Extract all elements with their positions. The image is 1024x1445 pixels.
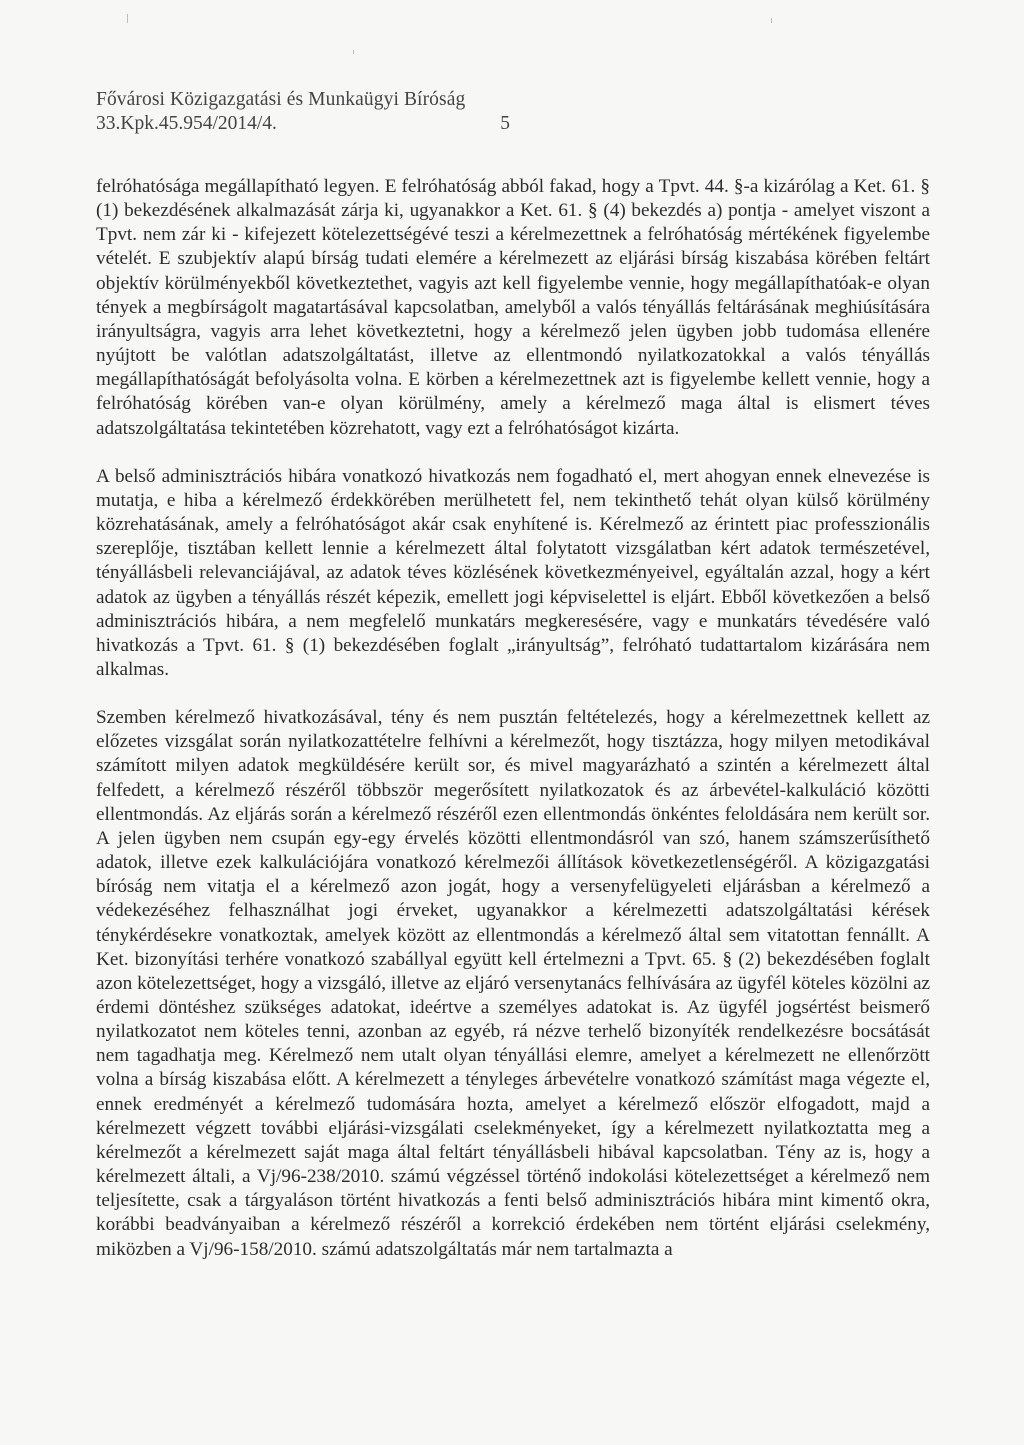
header-reference-line [96,112,510,136]
page-number: 5 [500,113,510,134]
document-body [96,175,930,1262]
paragraph: A belső adminisztrációs hibára vonatkozó hivatkozás nem fogadható el, mert ahogyan ennek elnevezése is mutatja, e hiba a kérelmező érdekkörében merülhetett fel, nem tekinthető tehát olyan külső körülmény közrehatásának, amely a felróhatóságot akár csak enyhítené is. Kérelmező az érintett piac professzionális szereplője, tisztában kellett lennie a kérelmezett által folytatott vizsgálatban kért adatok természetével, tényállásbeli relevanciájával, az adatok téves közlésének következményeivel, egyáltalán azzal, hogy a kért adatok az ügyben a tényállás részét képezik, emellett jogi képviselettel is eljárt. Ebből következően a belső adminisztrációs hibára, a nem megfelelő munkatárs megkeresésére, vagy e munkatárs tévedésére való hivatkozás a Tpvt. 61. § (1) bekezdésében foglalt „irányultság”, felróható tudattartalom kizárására nem alkalmas. [96,465,930,680]
court-name: Fővárosi Közigazgatási és Munkaügyi Bíróság [96,89,466,110]
document-header [96,88,556,136]
paragraph: felróhatósága megállapítható legyen. E felróhatóság abból fakad, hogy a Tpvt. 44. §-a kizárólag a Ket. 61. § (1) bekezdésének alkalmazását zárja ki, ugyanakkor a Ket. 61. § (4) bekezdés a) pontja - amelyet viszont a Tpvt. nem zár ki - kifejezett kötelezettségévé teszi a kérelmezettnek a felróhatóság mértékének figyelembe vételét. E szubjektív alapú bírság tudati elemére a kérelmezett az eljárási bírság kiszabása körében feltárt objektív körülményekből következtethet, vagyis azt kell figyelembe vennie, hogy megállapíthatóak-e olyan tények a megbírságolt magatartásával kapcsolatban, amelyből a valós tényállás feltárásának meghiúsítására irányultságra, vagyis arra lehet következtetni, hogy a kérelmező jelen ügyben jobb tudomása ellenére nyújtott be valótlan adatszolgáltatást, illetve az ellentmondó nyilatkozatokkal a valós tényállás megállapíthatóságát befolyásolta volna. E körben a kérelmezettnek azt is figyelembe kellett vennie, hogy a felróhatóság körében van-e olyan körülmény, amely a kérelmező maga által is elismert téves adatszolgáltatása tekintetében közrehatott, vagy ezt a felróhatóságot kizárta. [96,176,930,439]
scan-speck [771,18,772,23]
paragraph: Szemben kérelmező hivatkozásával, tény és nem pusztán feltételezés, hogy a kérelmezettnek kellett az előzetes vizsgálat során nyilatkozattételre felhívni a kérelmezőt, hogy tisztázza, hogy milyen metodikával számított milyen adatok megküldésére került sor, és mivel magyarázható a szintén a kérelmezett által felfedett, a kérelmező részéről többször megerősített nyilatkozatok és az árbevétel-kalkuláció közötti ellentmondás. Az eljárás során a kérelmező részéről ezen ellentmondás önkéntes feloldására nem került sor. A jelen ügyben nem csupán egy-egy érvelés közötti ellentmondásról van szó, hanem számszerűsíthető adatok, illetve ezek kalkulációjára vonatkozó kérelmezői állítások következetlenségéről. A közigazgatási bíróság nem vitatja el a kérelmező azon jogát, hogy a versenyfelügyeleti eljárásban a kérelmező a védekezéséhez felhasználhat jogi érveket, ugyanakkor a kérelmezetti adatszolgáltatási kérések ténykérdésekre vonatkoztak, amelyek között az ellentmondás a kérelmező által sem vitatottan fennállt. A Ket. bizonyítási terhére vonatkozó szabállyal együtt kell értelmezni a Tpvt. 65. § (2) bekezdésében foglalt azon kötelezettséget, hogy a vizsgáló, illetve az eljáró versenytanács felhívására az ügyfél köteles közölni az érdemi döntéshez szükséges adatokat, ideértve a személyes adatokat is. Az ügyfél jogsértést beismerő nyilatkozatot nem köteles tenni, azonban az egyéb, rá nézve terhelő bizonyíték rendelkezésre bocsátását nem tagadhatja meg. Kérelmező nem utalt olyan tényállási elemre, amelyet a kérelmezett ne ellenőrzött volna a bírság kiszabása előtt. A kérelmezett a tényleges árbevételre vonatkozó számítást maga végezte el, ennek eredményét a kérelmező tudomására hozta, amelyet a kérelmező először elfogadott, majd a kérelmezett végzett további eljárási-vizsgálati cselekményeket, így a kérelmezett nyilatkoztatta meg a kérelmezőt a kérelmezett saját maga által feltárt tényállásbeli hibával kapcsolatban. Tény az is, hogy a kérelmezett általi, a Vj/96-238/2010. számú végzéssel történő indokolási kötelezettséget a kérelmező nem teljesítette, csak a tárgyaláson történt hivatkozás a fenti belső adminisztrációs hibára mint kimentő okra, korábbi beadványaiban a kérelmező részéről a korrekció érdekében nem történt eljárási cselekmény, miközben a Vj/96-158/2010. számú adatszolgáltatás már nem tartalmazta a [96,707,930,1260]
case-number: 33.Kpk.45.954/2014/4. [96,113,277,134]
scan-speck [353,50,354,54]
scan-speck [127,14,128,23]
